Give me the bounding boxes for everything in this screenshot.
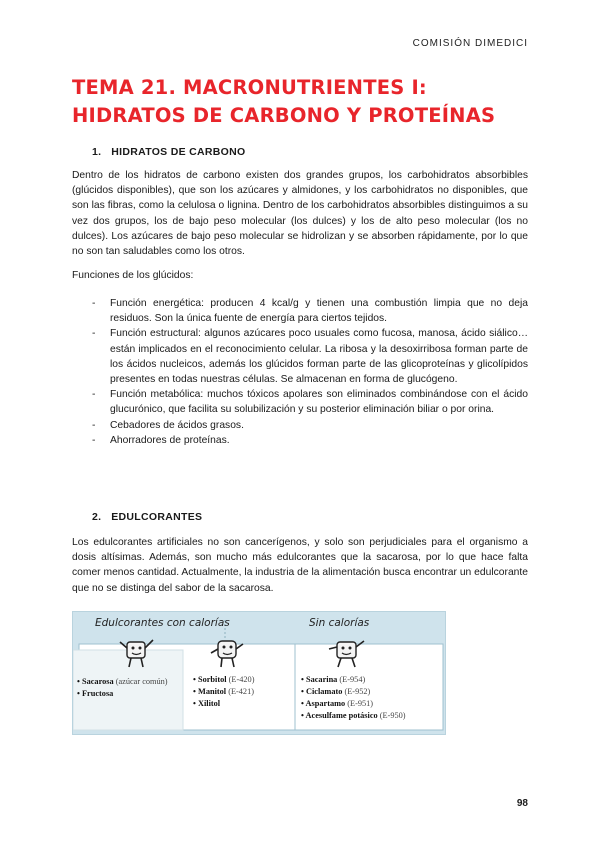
section-title: HIDRATOS DE CARBONO [111,146,246,158]
list-item: - Función energética: producen 4 kcal/g y tienen una combustión limpia que no deja residuos. Son la única fuente de energía para ciertos tejidos. [92,298,528,325]
sugar-character-icon [117,634,157,670]
list-item: - Función metabólica: muchos tóxicos apolares son eliminados combinándose con el ácido glucurónico, que facilita su solubilización y su posterior eliminación biliar o por orina. [92,389,528,416]
with-calories-heading: Edulcorantes con calorías [95,617,230,629]
edulcorantes-paragraph: Los edulcorantes artificiales no son cancerígenos, y solo son perjudiciales para el organismo a dosis altísimas. Además, son mucho más edulcorantes que la sacarosa, por lo que hace falta comer menos cantidad. Actualmente, la industria de la alimentación busca encontrar un edulcorante que no se distinga del sabor de la sacarosa. [72,537,528,594]
list-item: • Acesulfame potásico (E-950) [301,710,406,722]
list-item: • Sacarosa (azúcar común) [77,676,168,688]
list-item: • Manitol (E-421) [193,686,254,698]
list-item: - Ahorradores de proteínas. [92,433,528,448]
list-item: - Función estructural: algunos azúcares poco usuales como fucosa, manosa, ácido siálico… están implicados en el reconocimiento celular. La ribosa y la desoxirribosa forman parte de los ácidos nucleicos, además los glúcidos forman parte de las glicoproteínas y glicolípidos presentes en todas nuestras células. Se almacenan en forma de glucógeno. [92,328,528,386]
bullet-dash: - [92,389,96,401]
page-title: TEMA 21. MACRONUTRIENTES I: HIDRATOS DE CARBONO Y PROTEÍNAS [72,76,496,127]
polyol-character-icon [207,634,247,670]
section-heading-carbohidratos [92,146,245,158]
section-heading-edulcorantes [92,511,202,523]
list-item: • Ciclamato (E-952) [301,686,406,698]
bullet-dash: - [92,434,96,446]
polyols-column [193,674,254,710]
bullet-dash: - [92,419,96,431]
sweeteners-figure [72,611,446,735]
bullet-dash: - [92,298,96,309]
list-item: • Sorbitol (E-420) [193,674,254,686]
functions-label: Funciones de los glúcidos: [72,270,194,281]
section-number: 1. [92,146,102,158]
without-calories-heading: Sin calorías [309,617,370,629]
functions-list [92,296,528,448]
page-number: 98 [516,798,528,809]
section-title: EDULCORANTES [111,511,203,523]
bullet-dash: - [92,328,96,340]
sugars-column [77,676,168,700]
intro-paragraph: Dentro de los hidratos de carbono existen dos grandes grupos, los carbohidratos absorbibles (glúcidos disponibles), que son los azúcares y almidones, y los carbohidratos no disponibles, que son las fibras, como la celulosa o lignina. Dentro de los carbohidratos absorbibles distinguimos a su vez dos grupos, los de bajo peso molecular (los dulces) y los de alto peso molecular (los no dulces). Los azúcares de bajo peso molecular se hidrolizan y se absorben rápidamente, por lo que no son tan saludables como los otros. [72,170,528,258]
section-number: 2. [92,511,102,523]
non-caloric-column [301,674,406,722]
list-item: • Sacarina (E-954) [301,674,406,686]
artificial-sweetener-character-icon [327,634,367,670]
list-item: • Aspartamo (E-951) [301,698,406,710]
page-header: COMISIÓN DIMEDICI [412,38,528,49]
list-item: • Xilitol [193,698,254,710]
list-item: • Fructosa [77,688,168,700]
list-item: - Cebadores de ácidos grasos. [92,418,528,433]
